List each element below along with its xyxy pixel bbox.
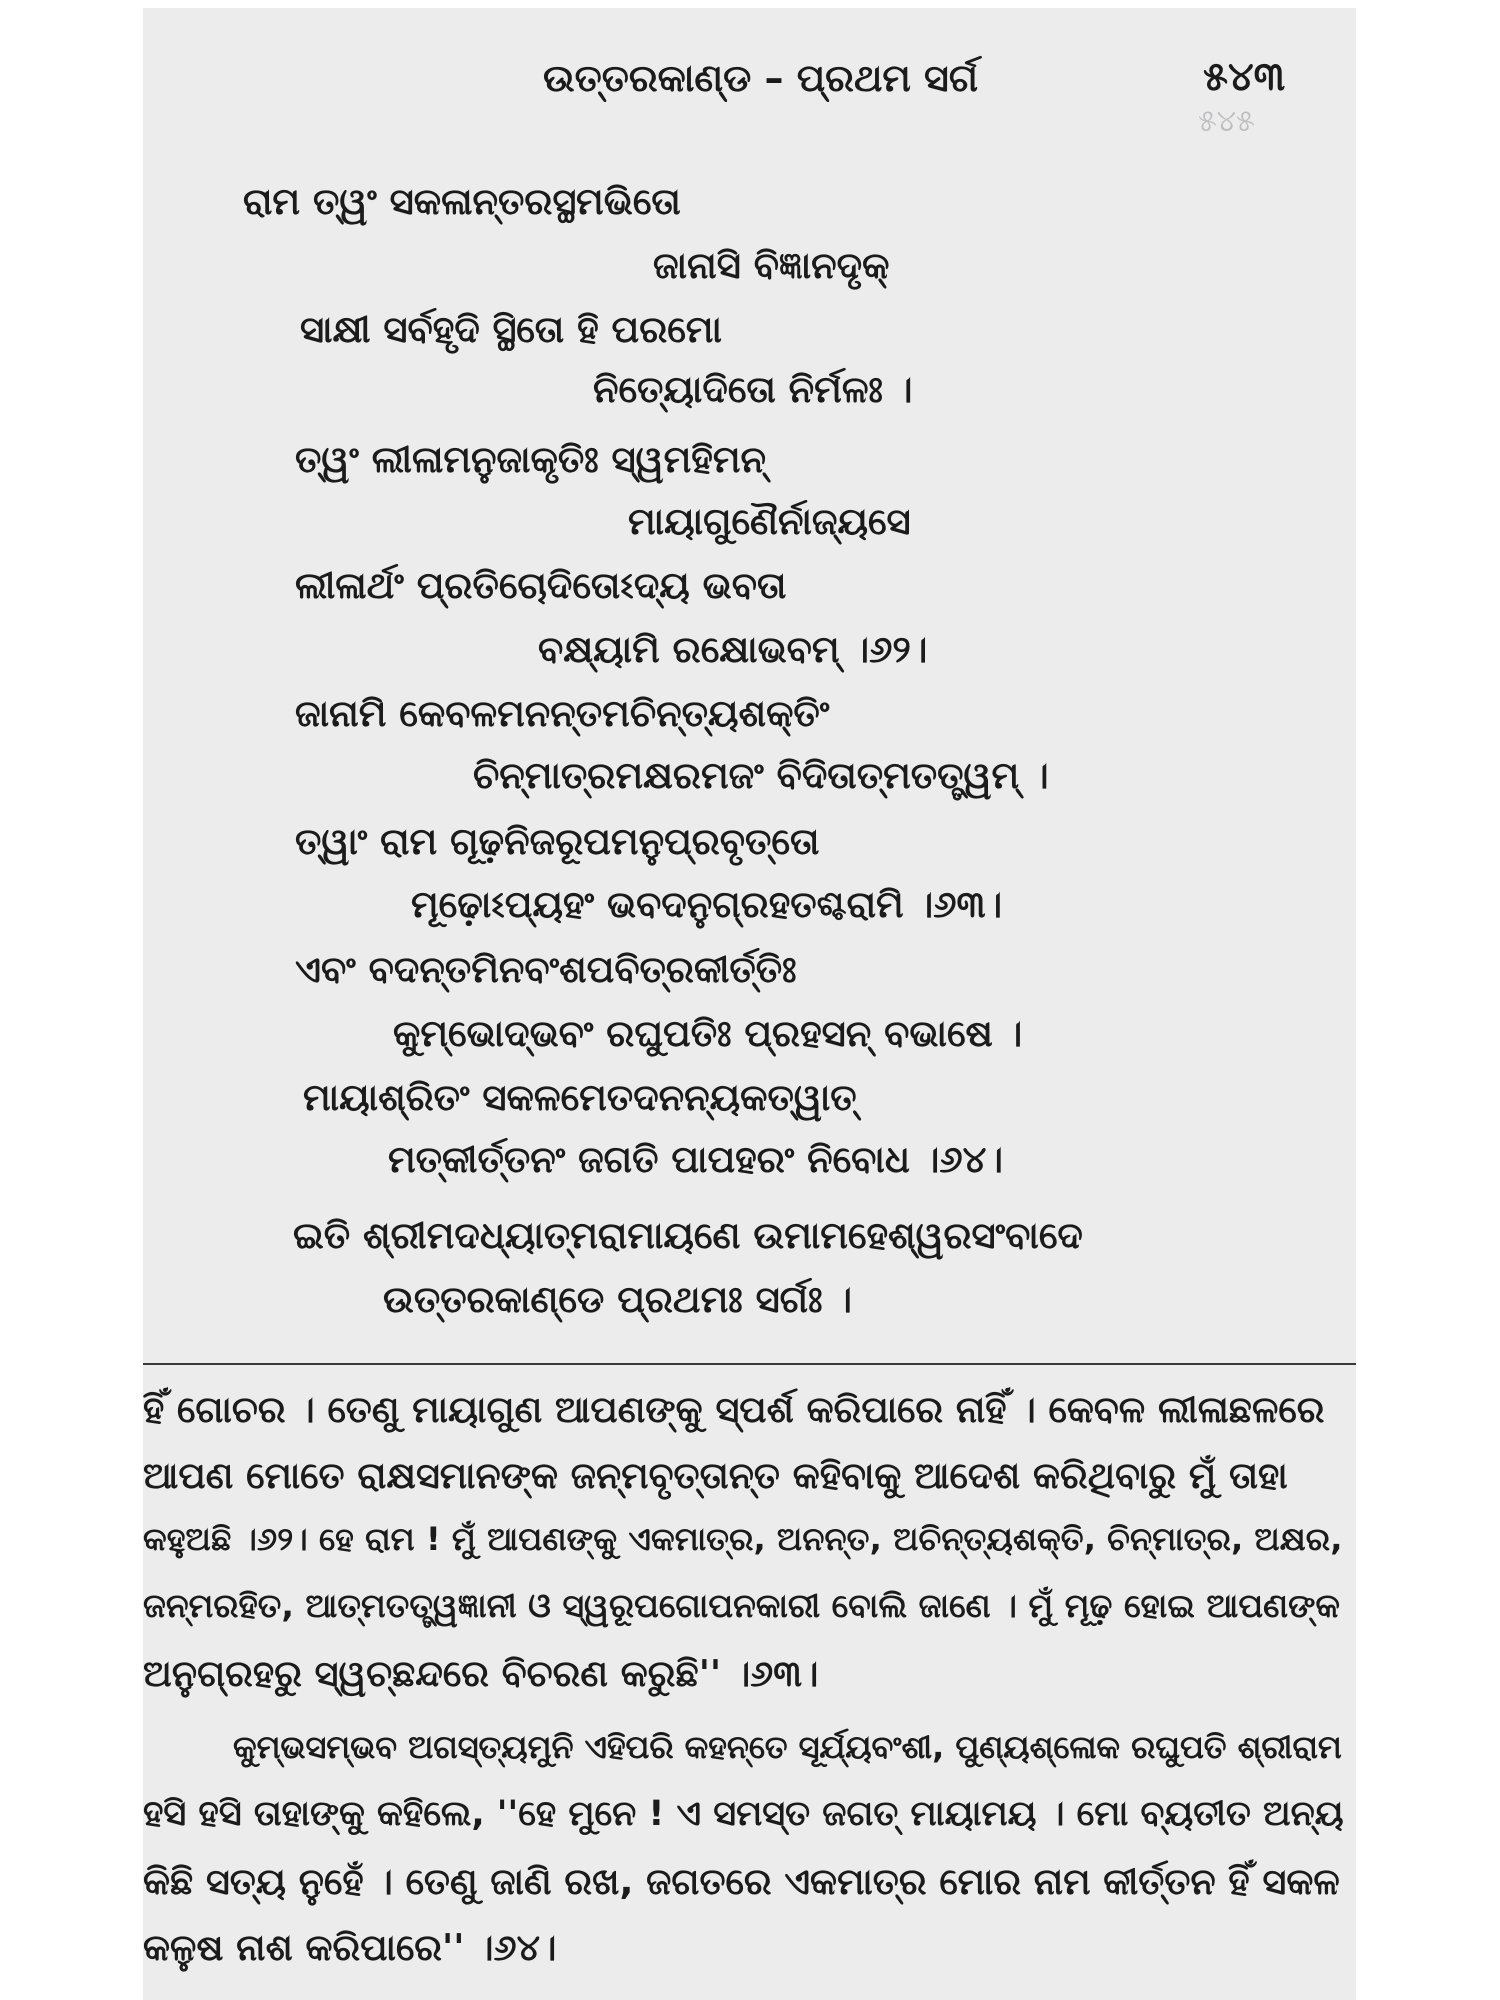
colophon-line: ଇତି ଶ୍ରୀମଦଧ୍ୟାତ୍ମରାମାୟଣେ ଉମାମହେଶ୍ୱରସଂବାଦେ [293, 1214, 1083, 1257]
verse-line: ମୂଢ଼ୋଽପ୍ୟହଂ ଭବଦନୁଗ୍ରହତଶ୍ଚରାମି ।୬୩। [411, 883, 1003, 926]
verse-line: କୁମ୍ଭୋଦ୍ଭବଂ ରଘୁପତିଃ ପ୍ରହସନ୍ ବଭାଷେ । [393, 1012, 1023, 1055]
verse-line: ମତ୍କୀର୍ତ୍ତନଂ ଜଗତି ପାପହରଂ ନିବୋଧ ।୬୪। [388, 1138, 1004, 1181]
verse-line: ଜାନାସି ବିଜ୍ଞାନଦୃକ୍ [653, 244, 890, 287]
prose-line: କୁମ୍ଭସମ୍ଭବ ଅଗସ୍ତ୍ୟମୁନି ଏହିପରି କହନ୍ତେ ସୂର୍ଯ୍ୟବଂଶୀ, ପୁଣ୍ୟଶ୍ଳୋକ ରଘୁପତି ଶ୍ରୀରାମ [233, 1728, 1342, 1766]
prose-line: ହସି ହସି ତାହାଙ୍କୁ କହିଲେ, ''ହେ ମୁନେ ! ଏ ସମସ୍ତ ଜଗତ୍ ମାୟାମୟ । ମୋ ବ୍ୟତୀତ ଅନ୍ୟ [143, 1794, 1344, 1834]
verse-line: ମାୟାଗୁଣୈର୍ନାଜ୍ୟସେ [628, 500, 911, 543]
section-divider [143, 1363, 1356, 1365]
verse-line: ତ୍ୱାଂ ରାମ ଗୂଢ଼ନିଜରୂପମନୁପ୍ରବୃତ୍ତୋ [295, 820, 820, 863]
verse-line: ଲୀଳାର୍ଥଂ ପ୍ରତିଚୋଦିତୋଽଦ୍ୟ ଭବତା [295, 564, 787, 607]
verse-line: ମାୟାଶ୍ରିତଂ ସକଳମେତଦନନ୍ୟକତ୍ୱାତ୍ [303, 1076, 857, 1119]
prose-line: ଅନୁଗ୍ରହରୁ ସ୍ୱଚ୍ଛନ୍ଦରେ ବିଚରଣ କରୁଛି'' ।୬୩। [143, 1652, 819, 1695]
page-title: ଉତ୍ତରକାଣ୍ଡ – ପ୍ରଥମ ସର୍ଗ [543, 56, 979, 100]
colophon-line: ଉତ୍ତରକାଣ୍ଡେ ପ୍ରଥମଃ ସର୍ଗଃ । [383, 1278, 853, 1321]
prose-line: ଆପଣ ମୋତେ ରାକ୍ଷସମାନଙ୍କ ଜନ୍ମବୃତ୍ତାନ୍ତ କହିବାକୁ ଆଦେଶ କରିଥିବାରୁ ମୁଁ ତାହା [143, 1454, 1288, 1497]
verse-line: ବକ୍ଷ୍ୟାମି ରକ୍ଷୋଭବମ୍ ।୬୨। [538, 628, 928, 671]
verse-line: ଜାନାମି କେବଳମନନ୍ତମଚିନ୍ତ୍ୟଶକ୍ତିଂ [295, 692, 830, 735]
bleed-page-number: ୫୪୫ [1198, 104, 1255, 139]
prose-line: ଜନ୍ମରହିତ, ଆତ୍ମତତ୍ତ୍ୱଜ୍ଞାନୀ ଓ ସ୍ୱରୂପଗୋପନକାରୀ ବୋଲି ଜାଣେ । ମୁଁ ମୂଢ଼ ହୋଇ ଆପଣଙ୍କ [143, 1586, 1340, 1625]
book-page [143, 8, 1356, 2000]
prose-line: କହୁଅଛି ।୬୨। ହେ ରାମ ! ମୁଁ ଆପଣଙ୍କୁ ଏକମାତ୍ର, ଅନନ୍ତ, ଅଚିନ୍ତ୍ୟଶକ୍ତି, ଚିନ୍ମାତ୍ର, ଅକ୍ଷର, [143, 1520, 1343, 1558]
verse-line: ଏବଂ ବଦନ୍ତମିନବଂଶପବିତ୍ରକୀର୍ତ୍ତିଃ [295, 948, 797, 991]
verse-line: ଚିନ୍ମାତ୍ରମକ୍ଷରମଜଂ ବିଦିତାତ୍ମତତ୍ତ୍ୱମ୍ । [473, 754, 1049, 797]
prose-line: କଳୁଷ ନାଶ କରିପାରେ'' ।୬୪। [143, 1926, 557, 1969]
verse-line: ତ୍ୱଂ ଲୀଳାମନୁଜାକୃତିଃ ସ୍ୱମହିମନ୍ [295, 438, 767, 481]
page-number: ୫୪୩ [1203, 54, 1286, 100]
prose-line: କିଛି ସତ୍ୟ ନୁହେଁ । ତେଣୁ ଜାଣି ରଖ, ଜଗତରେ ଏକମାତ୍ର ମୋର ନାମ କୀର୍ତ୍ତନ ହିଁ ସକଳ [143, 1860, 1340, 1903]
prose-line: ହିଁ ଗୋଚର । ତେଣୁ ମାୟାଗୁଣ ଆପଣଙ୍କୁ ସ୍ପର୍ଶ କରିପାରେ ନାହିଁ । କେବଳ ଲୀଳାଛଳରେ [143, 1388, 1325, 1431]
verse-line: ସାକ୍ଷୀ ସର୍ବହୃଦି ସ୍ଥିତୋ ହି ପରମୋ [300, 308, 722, 351]
verse-line: ନିତ୍ୟୋଦିତୋ ନିର୍ମଳଃ । [593, 368, 913, 411]
verse-line: ରାମ ତ୍ୱଂ ସକଳାନ୍ତରସ୍ଥମଭିତୋ [243, 180, 681, 223]
